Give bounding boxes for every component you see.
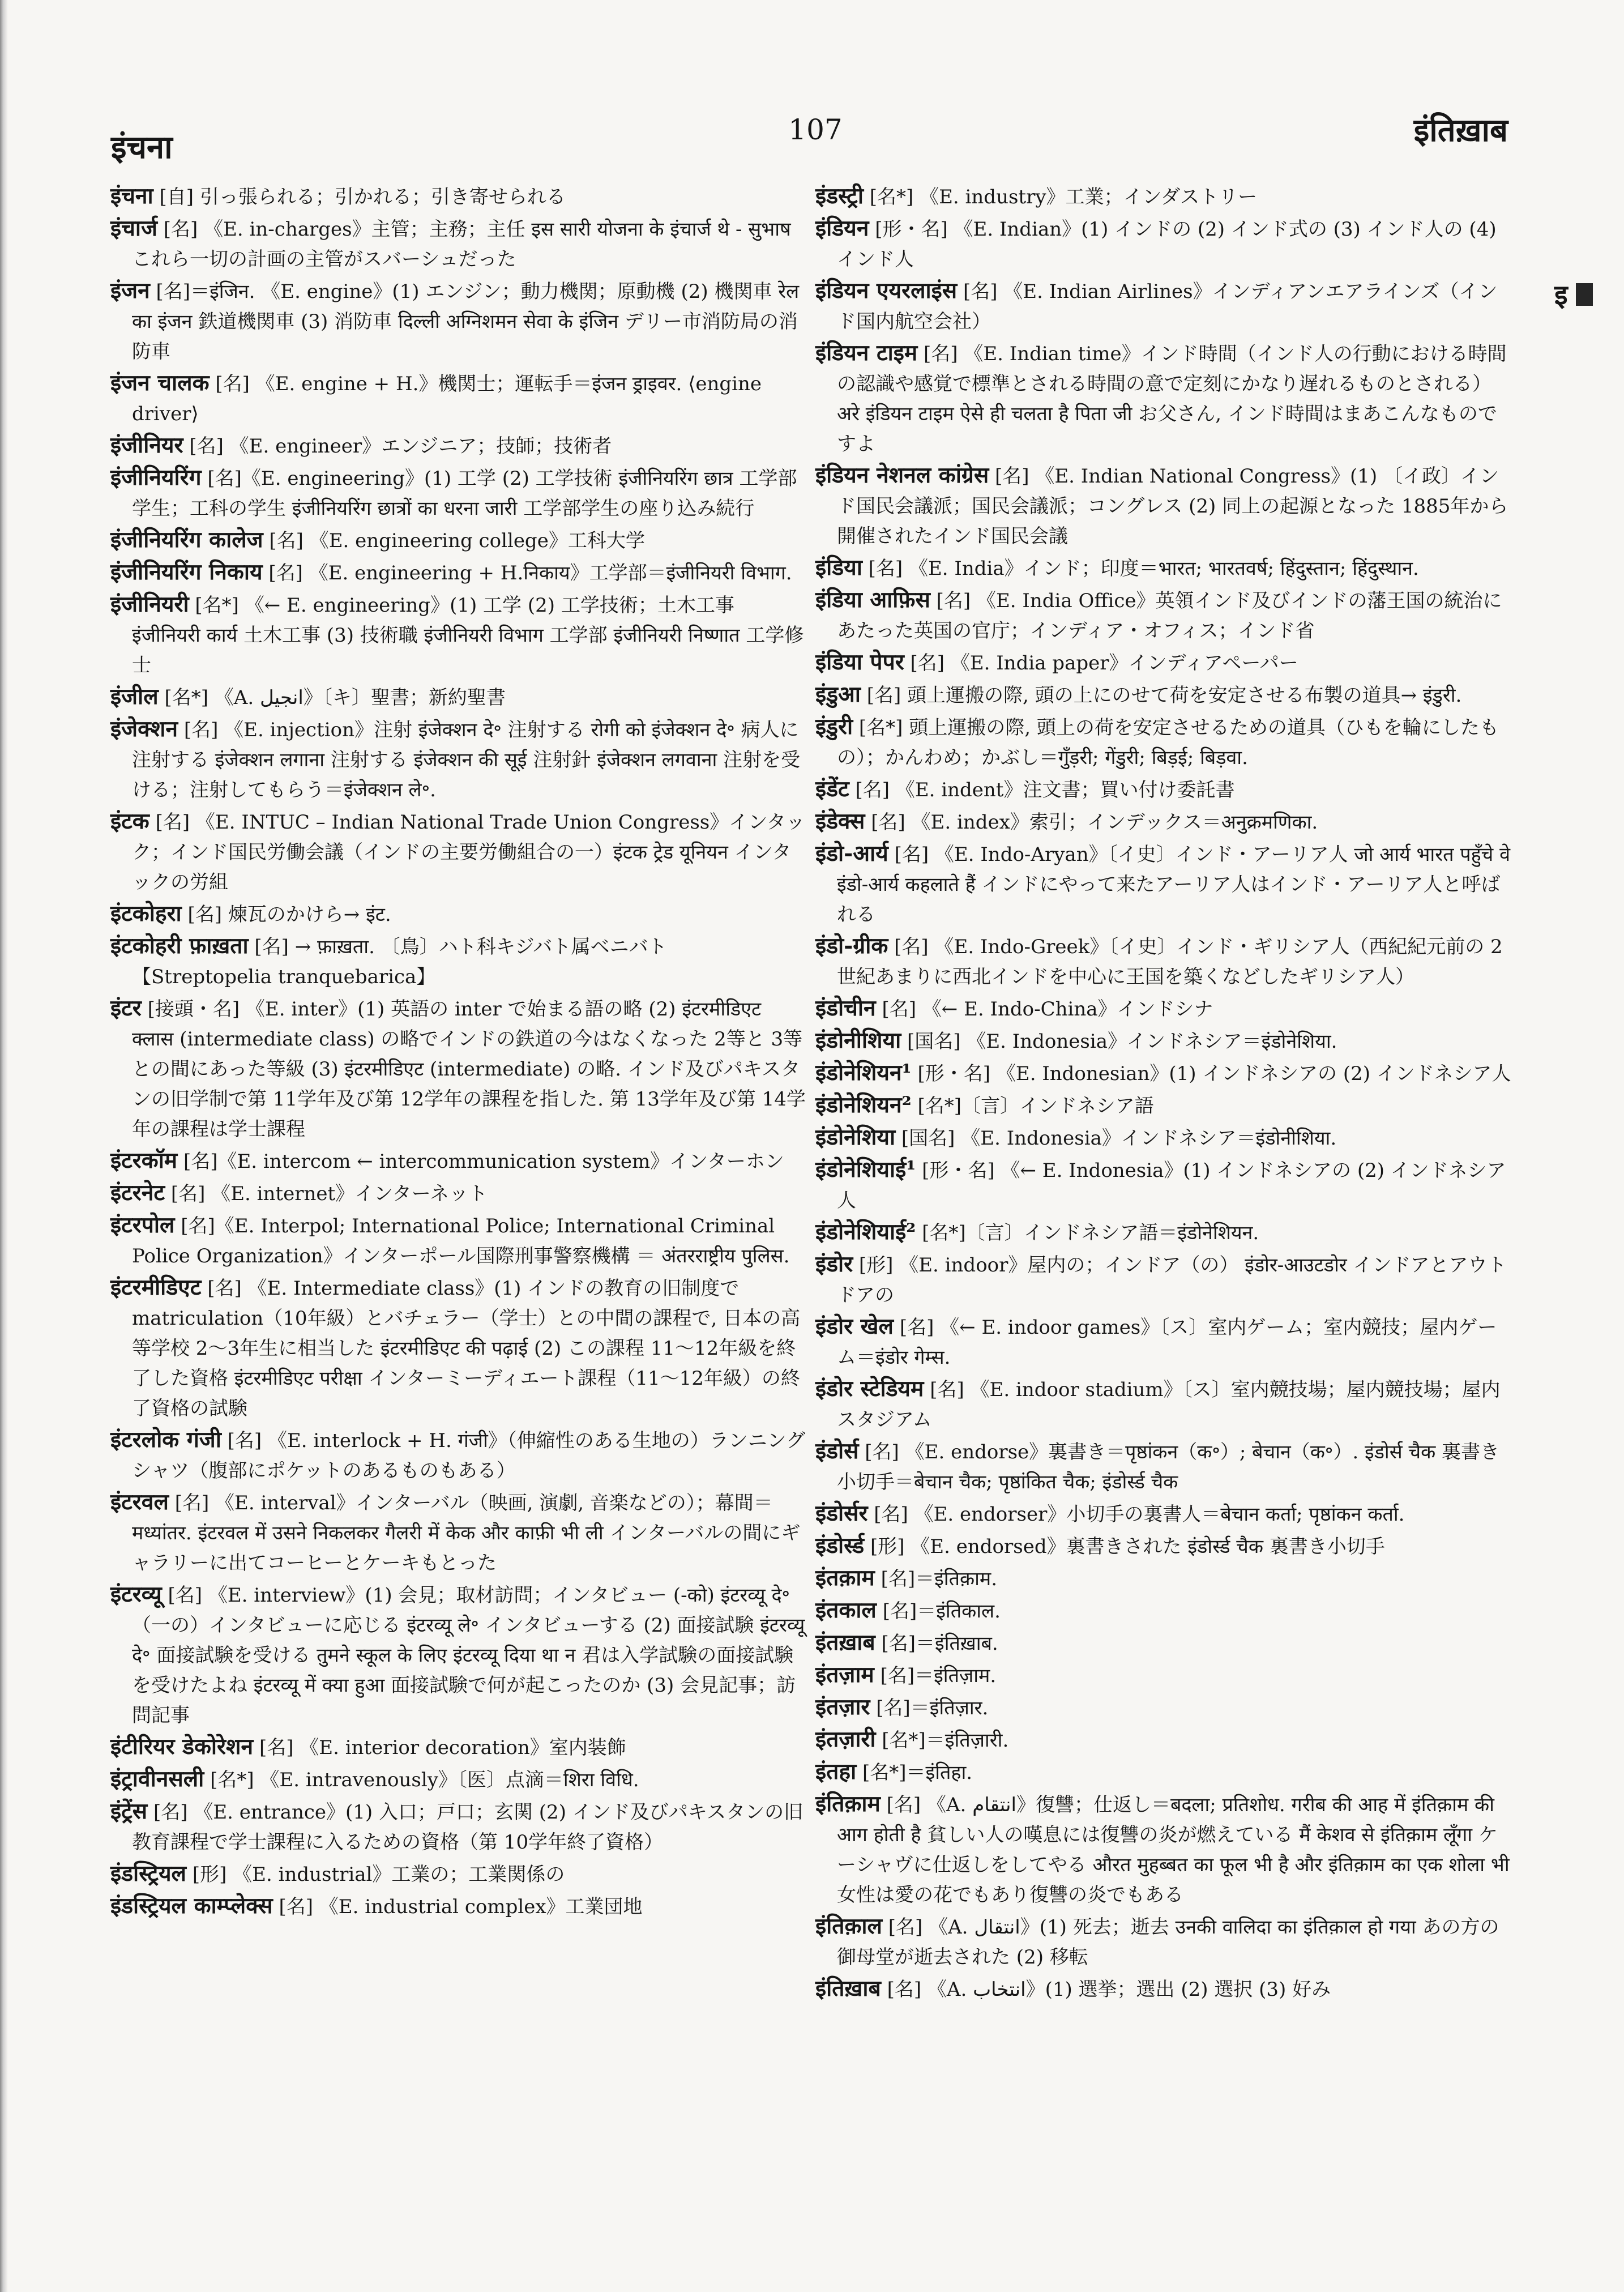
entry-headword: इंतिख़ाब	[815, 1975, 881, 2001]
dictionary-entry	[815, 712, 1512, 773]
dictionary-entry	[110, 806, 807, 898]
entry-gloss: [名] 《E. India paper》インディアペーパー	[910, 652, 1298, 675]
dictionary-entry	[110, 590, 807, 681]
entry-gloss: [名] 《E. India》インド；印度＝भारत; भारतवर्ष; हिंदुस्तान; हिंदुस्थान.	[868, 557, 1419, 580]
dictionary-entry	[815, 1436, 1512, 1497]
thumb-index-marker	[1576, 283, 1593, 306]
entry-gloss: [名]＝इंतिख़ाब.	[881, 1632, 998, 1655]
entry-gloss: [名]＝इंतिज़ाम.	[880, 1664, 997, 1687]
dictionary-entry	[815, 1789, 1512, 1910]
entry-headword: इंडोनेशियाई¹	[815, 1156, 916, 1183]
entry-headword: इंजीनियर	[110, 432, 183, 458]
dictionary-entry	[110, 1210, 807, 1271]
entry-headword: इंडोनेशियाई²	[815, 1219, 916, 1245]
entry-headword: इंजन	[110, 278, 150, 304]
entry-gloss: [名] 《E. engineering + H.निकाय》工学部＝इंजीनियरी विभाग.	[268, 562, 792, 584]
entry-gloss: [名] 《E. entrance》(1) 入口；戸口；玄関 (2) インド及びパキスタンの旧教育課程で学士課程に入るための資格（第 10学年終了資格）	[132, 1801, 804, 1854]
dictionary-entry	[815, 1499, 1512, 1530]
dictionary-entry	[815, 338, 1512, 459]
entry-headword: इंटरव्यू	[110, 1581, 162, 1607]
entry-headword: इंटरपोल	[110, 1212, 175, 1238]
entry-gloss: [形] 《E. industrial》工業の；工業関係の	[192, 1863, 565, 1886]
entry-headword: इंजीनियरी	[110, 591, 189, 617]
entry-gloss: [名] 《E. endorser》小切手の裏書人＝बेचान कर्ता; पृष्ठांकन कर्ता.	[874, 1503, 1405, 1526]
entry-headword: इंचार्ज	[110, 215, 157, 241]
entry-gloss: [接頭・名] 《E. inter》(1) 英語の inter で始まる語の略 (2) इंटरमीडिएट क्लास (intermediate class) の略でインドの鉄道の今はなくなった 2等と 3等との間にあった等級 (3) इंटरमीडिएट (intermediate) の略. インド及びパキスタンの旧学制で第 11学年及び第 12学年の課程を指した. 第 13学年及び第 14学年の課程は学士課程	[132, 998, 806, 1141]
entry-headword: इंटरवल	[110, 1489, 169, 1515]
entry-gloss: [形・名] 《E. Indian》(1) インドの (2) インド式の (3) インド人の (4) インド人	[837, 218, 1497, 271]
entry-gloss: [名] 《E. Indo-Greek》〔イ史〕インド・ギリシア人（西紀紀元前の 2世紀あまりに西北インドを中心に王国を築くなどしたギリシア人）	[837, 936, 1503, 988]
dictionary-entry	[815, 276, 1512, 337]
dictionary-entry	[815, 181, 1512, 212]
entry-gloss: [国名] 《E. Indonesia》インドネシア＝इंडोनीशिया.	[901, 1127, 1337, 1150]
dictionary-entry	[110, 1273, 807, 1424]
entry-gloss: [名*]＝इंतिज़ारी.	[882, 1729, 1009, 1752]
entry-headword: इंट्रावीनसली	[110, 1766, 204, 1792]
entry-headword: इंडोर्स	[815, 1438, 859, 1464]
page-number: 107	[788, 113, 843, 146]
dictionary-entry	[110, 525, 807, 556]
entry-gloss: [名] 《E. indoor stadium》〔ス〕室内競技場；屋内競技場；屋内スタジアム	[837, 1378, 1501, 1431]
dictionary-entry	[110, 557, 807, 588]
right-running-headword: इंतिख़ाब	[1413, 112, 1508, 149]
entry-gloss: [名] 《E. engineering college》工科大学	[269, 530, 645, 552]
entry-headword: इंटरकॉम	[110, 1147, 178, 1173]
dictionary-entry	[110, 993, 807, 1145]
dictionary-entry	[815, 1217, 1512, 1248]
entry-headword: इंडोचीन	[815, 995, 876, 1021]
dictionary-entry	[815, 1531, 1512, 1562]
dictionary-entry	[110, 1580, 807, 1731]
entry-gloss: [名*]〔言〕インドネシア語	[917, 1095, 1154, 1117]
entry-gloss: [名] 《E. INTUC – Indian National Trade Union Congress》インタック；インド国民労働会議（インドの主要労働組合の一）इंटक ट्रेड यूनियन インタックの労組	[132, 811, 805, 894]
dictionary-entry	[815, 1563, 1512, 1594]
entry-headword: इंजीनियरिंग	[110, 464, 202, 490]
entry-headword: इंडियन	[815, 215, 869, 241]
dictionary-entry	[110, 1764, 807, 1795]
dictionary-entry	[815, 1026, 1512, 1057]
entry-headword: इंडो-ग्रीक	[815, 933, 888, 959]
entry-headword: इंडोर	[815, 1251, 853, 1277]
entry-gloss: [形] 《E. indoor》屋内の；インドア（の） इंडोर-आउटडोर インドアとアウトドアの	[837, 1254, 1507, 1307]
dictionary-entry	[110, 1178, 807, 1209]
entry-headword: इंटीरियर डेकोरेशन	[110, 1734, 254, 1760]
entry-headword: इंडोर्सर	[815, 1500, 868, 1526]
entry-gloss: [国名] 《E. Indonesia》インドネシア＝इंडोनेशिया.	[907, 1030, 1337, 1053]
entry-gloss: [名] 《E. Indian National Congress》(1) 〔イ政〕インド国民会議派；国民会議派；コングレス (2) 同上の起源となった 1885年から開催されたインド国民会議	[837, 465, 1508, 548]
entry-gloss: [名*] 《E. industry》工業；インダストリー	[869, 186, 1258, 208]
dictionary-entry	[815, 1725, 1512, 1756]
dictionary-entry	[110, 181, 807, 212]
entry-gloss: [名] 《A. انتقال》(1) 死去；逝去 उनकी वालिदा का इंतिक़ाल हो गया あの方の御母堂が逝去された (2) 移転	[837, 1916, 1499, 1969]
entry-headword: इंतज़ाम	[815, 1662, 874, 1688]
entry-headword: इंतख़ाब	[815, 1629, 875, 1655]
entry-gloss: [名] 《E. industrial complex》工業団地	[279, 1896, 643, 1918]
dictionary-entry	[815, 647, 1512, 678]
dictionary-entry	[815, 993, 1512, 1025]
entry-headword: इंतकाल	[815, 1597, 877, 1623]
dictionary-entry	[110, 1487, 807, 1578]
entry-gloss: [名] 《E. Intermediate class》(1) インドの教育の旧制度で matriculation（10年級）とバチェラー（学士）との中間の課程で, 日本の高等学校 2〜3年生に相当した इंटरमीडिएट की पढ़ाई (2) この課程 11〜12年級を終了した資格 इंटरमीडिएट परीक्षा インターミーディエート課程（11〜12年級）の終了資格の試験	[132, 1277, 801, 1420]
entry-gloss: [名]《E. engineering》(1) 工学 (2) 工学技術 इंजीनियरिंग छात्र 工学部学生；工科の学生 इंजीनियरिंग छात्रों का धरना जारी 工学部学生の座り込み続行	[132, 467, 797, 520]
entry-headword: इंडो-आर्य	[815, 840, 888, 867]
entry-gloss: [名] → फ़ाख़ता. 〔鳥〕ハト科キジバト属ベニバト【Streptopelia tranquebarica】	[132, 936, 667, 988]
entry-gloss: [名] 《E. index》索引；インデックス＝अनुक्रमणिका.	[871, 811, 1318, 834]
entry-headword: इंतज़ारी	[815, 1726, 876, 1752]
entry-gloss: [名] 《E. interview》(1) 会見；取材訪問；インタビュー (-को) इंटरव्यू दे॰ （一の）インタビューに応じる इंटरव्यू ले॰ インタビューする (2) 面接試験 इंटरव्यू दे॰ 面接試験を受ける तुमने स्कूल के लिए इंटरव्यू दिया था न 君は入学試験の面接試験を受けたよね इंटरव्यू में क्या हुआ 面接試験で何が起こったのか (3) 会見記事；訪問記事	[132, 1584, 805, 1727]
dictionary-entry	[110, 931, 807, 992]
entry-headword: इंजीनियरिंग कालेज	[110, 527, 263, 553]
dictionary-entry	[110, 1891, 807, 1922]
entry-headword: इंतिक़ाल	[815, 1913, 882, 1939]
entry-headword: इंजेक्शन	[110, 716, 178, 742]
entry-gloss: [名]＝इंतिज़ार.	[876, 1697, 989, 1719]
entry-headword: इंटक	[110, 808, 149, 834]
entry-gloss: [自] 引っ張られる；引かれる；引き寄せられる	[159, 186, 566, 208]
dictionary-entry	[815, 1974, 1512, 2005]
entry-gloss: [名] 《E. India Office》英領インド及びインドの藩王国の統治にあたった英国の官庁；インディア・オフィス；インド省	[837, 590, 1502, 642]
dictionary-entry	[815, 1911, 1512, 1973]
left-column	[110, 181, 807, 1923]
dictionary-entry	[815, 774, 1512, 805]
entry-gloss: [名]＝इंतिकाल.	[882, 1600, 1001, 1623]
page-header	[0, 108, 1624, 170]
dictionary-entry	[110, 899, 807, 930]
entry-gloss: [名] 《E. internet》インターネット	[170, 1183, 488, 1205]
entry-gloss: [形・名] 《E. Indonesian》(1) インドネシアの (2) インドネシア人	[917, 1062, 1511, 1085]
dictionary-entry	[815, 1660, 1512, 1691]
entry-headword: इंचना	[110, 183, 153, 209]
entry-gloss: [名] 《E. interior decoration》室内装飾	[259, 1736, 626, 1759]
entry-gloss: [名]＝इंतिक़ाम.	[881, 1568, 998, 1590]
entry-gloss: [名] 《E. Indo-Aryan》〔イ史〕インド・アーリア人 जो आर्य भारत पहुँचे वे इंडो-आर्य कहलाते हैं インドにやって来たアーリア人はインド・アーリア人と呼ばれる	[837, 843, 1510, 926]
entry-headword: इंतहा	[815, 1759, 857, 1785]
entry-gloss: [名] 《E. engineer》エンジニア；技師；技術者	[189, 435, 612, 458]
entry-headword: इंडोनीशिया	[815, 1027, 901, 1053]
dictionary-entry	[815, 1595, 1512, 1627]
dictionary-entry	[815, 553, 1512, 584]
entry-headword: इंडस्ट्रियल काम्प्लेक्स	[110, 1893, 273, 1919]
dictionary-entry	[110, 276, 807, 367]
entry-headword: इंडोनेशियन²	[815, 1092, 912, 1118]
entry-headword: इंडोनेशियन¹	[815, 1060, 912, 1086]
entry-gloss: [名] 《← E. indoor games》〔ス〕室内ゲーム；室内競技；屋内ゲーム＝इंडोर गेम्स.	[837, 1316, 1497, 1369]
dictionary-entry	[815, 214, 1512, 275]
thumb-index-tab	[1554, 276, 1593, 313]
entry-headword: इंजील	[110, 684, 159, 710]
dictionary-entry	[815, 1058, 1512, 1089]
entry-headword: इंडोर खेल	[815, 1313, 894, 1339]
dictionary-entry	[110, 463, 807, 524]
entry-gloss: [名]＝इंजिन. 《E. engine》(1) エンジン；動力機関；原動機 (2) 機関車 रेल का इंजन 鉄道機関車 (3) 消防車 दिल्ली अग्निशमन सेवा के इंजिन デリー市消防局の消防車	[132, 280, 800, 363]
dictionary-entry	[815, 1374, 1512, 1435]
entry-gloss: [名] 《E. in-charges》主管；主務；主任 इस सारी योजना के इंचार्ज थे - सुभाष これら一切の計画の主管がスバーシュだった	[132, 218, 791, 271]
dictionary-entry	[110, 1425, 807, 1486]
dictionary-entry	[815, 1757, 1512, 1788]
entry-gloss: [名] 頭上運搬の際, 頭の上にのせて荷を安定させる布製の道具→ इंडुरी.	[866, 684, 1462, 707]
entry-gloss: [名*]〔言〕インドネシア語＝इंडोनेशियन.	[922, 1222, 1259, 1244]
thumb-index-letter: इ	[1554, 279, 1568, 311]
entry-gloss: [名] 《E. Indian Airlines》インディアンエアラインズ（インド国内航空会社）	[837, 280, 1498, 333]
dictionary-entry	[815, 931, 1512, 992]
dictionary-entry	[815, 1312, 1512, 1373]
dictionary-entry	[815, 1090, 1512, 1121]
entry-headword: इंडस्ट्री	[815, 183, 864, 209]
dictionary-entry	[815, 1122, 1512, 1154]
entry-headword: इंटरमीडिएट	[110, 1274, 202, 1300]
entry-headword: इंडियन एयरलाइंस	[815, 278, 958, 304]
dictionary-entry	[815, 585, 1512, 646]
entry-headword: इंतज़ार	[815, 1694, 870, 1720]
dictionary-entry	[815, 1249, 1512, 1311]
dictionary-entry	[110, 1146, 807, 1177]
dictionary-entry	[815, 839, 1512, 930]
entry-headword: इंडुआ	[815, 681, 861, 707]
entry-headword: इंडियन नेशनल कांग्रेस	[815, 462, 989, 488]
scan-edge	[0, 0, 8, 2292]
dictionary-entry	[110, 368, 807, 429]
entry-headword: इंटरलोक गंजी	[110, 1427, 221, 1453]
entry-gloss: [名] 《E. endorse》裏書き＝पृष्ठांकन（क॰）; बेचान（क॰）. इंडोर्स चैक 裏書き小切手＝बेचान चैक; पृष्ठांकित चैक; इंडोर्स्ड चैक	[837, 1441, 1500, 1493]
entry-gloss: [名] 煉瓦のかけら→ इंट.	[187, 903, 391, 926]
entry-gloss: [名*] 《E. intravenously》〔医〕点滴＝शिरा विधि.	[210, 1769, 639, 1791]
entry-gloss: [名]《E. Interpol; International Police; International Criminal Police Organization》インターポール国際刑事警察機構 ＝ अंतरराष्ट्रीय पुलिस.	[132, 1215, 790, 1267]
entry-headword: इंडुरी	[815, 714, 853, 740]
dictionary-entry	[110, 1796, 807, 1858]
dictionary-entry	[110, 214, 807, 275]
entry-headword: इंडियन टाइम	[815, 340, 918, 366]
dictionary-entry	[815, 680, 1512, 711]
entry-gloss: [名] 《E. engine + H.》機関士；運転手＝इंजन ड्राइवर. ⟨engine driver⟩	[132, 373, 762, 425]
entry-gloss: [名*]＝इंतिहा.	[862, 1761, 973, 1784]
dictionary-entry	[110, 1732, 807, 1763]
entry-headword: इंतक़ाम	[815, 1565, 875, 1591]
entry-headword: इंडिया आफ़िस	[815, 587, 930, 613]
entry-headword: इंडिया पेपर	[815, 649, 904, 675]
dictionary-entry	[815, 1692, 1512, 1723]
dictionary-entry	[815, 460, 1512, 552]
entry-gloss: [名] 《E. Indian time》インド時間（インド人の行動における時間の認識や感覚で標準とされる時間の意で定刻にかなり遅れるものとされる） अरे इंडियन टाइम ऐसे ही चलता है पिता जी お父さん, インド時間はまあこんなものですよ	[837, 343, 1507, 455]
entry-gloss: [形] 《E. endorsed》裏書きされた इंडोर्स्ड चैक 裏書き小切手	[870, 1535, 1385, 1558]
entry-headword: इंडोर्स्ड	[815, 1533, 865, 1559]
entry-gloss: [名] 《A. انتقام》復讐；仕返し＝बदला; प्रतिशोध. गरीब की आह में इंतिक़ाम की आग होती है 貧しい人の嘆息には復讐の炎が燃えている मैं केशव से इंतिक़ाम लूँगा ケーシャヴに仕返しをしてやる औरत मुहब्बत का फूल भी है और इंतिक़ाम का एक शोला भी 女性は愛の花でもあり復讐の炎でもある	[837, 1794, 1510, 1906]
entry-gloss: [名] 《← E. Indo-China》インドシナ	[882, 998, 1213, 1021]
entry-headword: इंडोर स्टेडियम	[815, 1376, 924, 1402]
dictionary-entry	[110, 714, 807, 805]
entry-gloss: [名] 《E. interlock + H. गंजी》（伸縮性のある生地の）ランニングシャツ（腹部にポケットのあるものもある）	[132, 1429, 806, 1482]
right-column	[815, 181, 1512, 2006]
dictionary-entry	[110, 682, 807, 713]
entry-headword: इंट्रेंस	[110, 1798, 148, 1824]
entry-gloss: [名] 《E. injection》注射 इंजेक्शन दे॰ 注射する रोगी को इंजेक्शन दे॰ 病人に注射する इंजेक्शन लगाना 注射する इंजेक्शन की सूई 注射針 इंजेक्शन लगवाना 注射を受ける；注射してもらう＝इंजेक्शन ले॰.	[132, 719, 801, 801]
entry-headword: इंटरनेट	[110, 1180, 165, 1206]
entry-gloss: [名]《E. intercom ← intercommunication system》インターホン	[183, 1150, 784, 1173]
entry-gloss: [形・名] 《← E. Indonesia》(1) インドネシアの (2) インドネシア人	[837, 1159, 1506, 1212]
dictionary-entry	[110, 1859, 807, 1890]
entry-headword: इंटकोहरा	[110, 900, 182, 927]
entry-headword: इंडिया	[815, 554, 862, 581]
entry-headword: इंडस्ट्रियल	[110, 1860, 187, 1886]
entry-headword: इंजीनियरिंग निकाय	[110, 559, 263, 585]
dictionary-entry	[815, 806, 1512, 838]
entry-gloss: [名*] 《A. انجیل》〔キ〕聖書；新約聖書	[164, 686, 506, 709]
entry-headword: इंजन चालक	[110, 370, 210, 396]
entry-gloss: [名] 《A. انتخاب》(1) 選挙；選出 (2) 選択 (3) 好み	[887, 1978, 1331, 2001]
entry-gloss: [名*] 頭上運搬の際, 頭上の荷を安定させるための道具（ひもを輪にしたもの）；かんわめ；かぶし＝गुँड़री; गेंडुरी; बिड़ई; बिड़वा.	[837, 716, 1499, 769]
entry-headword: इंडोनेशिया	[815, 1124, 896, 1150]
left-running-headword: इंचना	[111, 129, 173, 166]
entry-headword: इंतिक़ाम	[815, 1791, 881, 1817]
entry-headword: इंटकोहरी फ़ाख़ता	[110, 933, 249, 959]
dictionary-entry	[815, 1628, 1512, 1659]
entry-headword: इंडेंट	[815, 776, 849, 802]
dictionary-entry	[110, 430, 807, 462]
dictionary-entry	[815, 1155, 1512, 1216]
entry-headword: इंडेक्स	[815, 808, 865, 834]
entry-gloss: [名] 《E. interval》インターバル（映画, 演劇, 音楽などの）；幕間＝मध्यांतर. इंटरवल में उसने निकलकर गैलरी में केक और काफ़ी भी ली インターバルの間にギャラリーに出てコーヒーとケーキもとった	[132, 1492, 801, 1574]
entry-gloss: [名*] 《← E. engineering》(1) 工学 (2) 工学技術；土木工事 इंजीनियरी कार्य 土木工事 (3) 技術職 इंजीनियरी विभाग 工学部 इंजीनियरी निष्णात 工学修士	[132, 594, 804, 677]
entry-headword: इंटर	[110, 995, 142, 1021]
entry-gloss: [名] 《E. indent》注文書；買い付け委託書	[855, 779, 1235, 801]
